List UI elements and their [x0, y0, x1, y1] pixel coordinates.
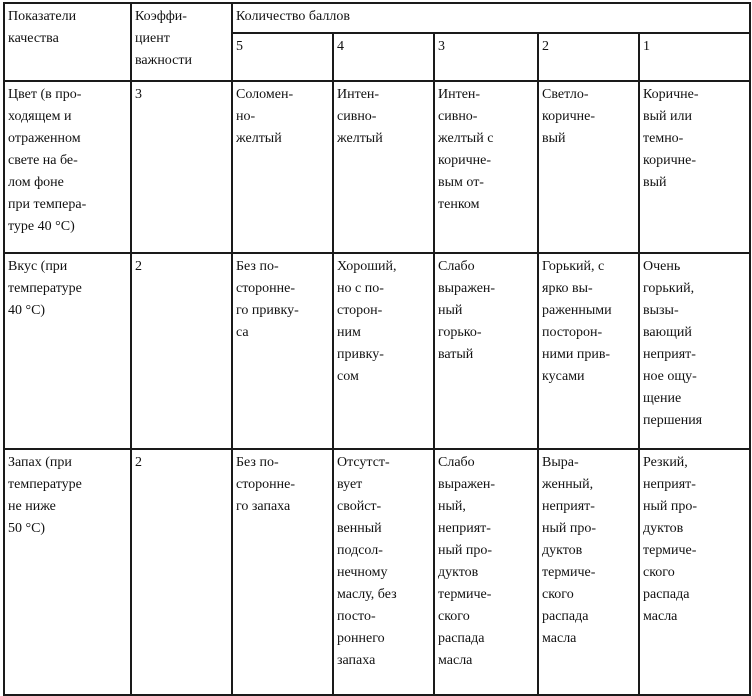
row-coefficient: 3: [131, 81, 232, 253]
table-cell: Интен- сивно- желтый: [333, 81, 434, 253]
table-cell: Горький, с ярко вы- раженными посторон- ними прив- кусами: [538, 253, 639, 449]
table-cell: Слабо выражен- ный, неприят- ный про- дуктов термиче- ского распада масла: [434, 449, 538, 695]
quality-table: [3, 2, 751, 696]
header-points-4: 4: [333, 33, 434, 81]
table-row-taste: [4, 253, 750, 449]
table-cell: Очень горький, вызы- вающий неприят- ное ощу- щение першения: [639, 253, 750, 449]
row-coefficient: 2: [131, 253, 232, 449]
header-points-2: 2: [538, 33, 639, 81]
table-cell: Соломен- но- желтый: [232, 81, 333, 253]
table-row-smell: [4, 449, 750, 695]
table-cell: Без по- стороннe- го привку- са: [232, 253, 333, 449]
row-indicator: Запах (при температуре не ниже 50 °С): [4, 449, 131, 695]
table-cell: Светло- коричне- вый: [538, 81, 639, 253]
header-indicator: Показатели качества: [4, 3, 131, 81]
row-coefficient: 2: [131, 449, 232, 695]
table-cell: Интен- сивно- желтый с коричне- вым от- тенком: [434, 81, 538, 253]
header-points-5: 5: [232, 33, 333, 81]
table-cell: Коричне- вый или темно- коричне- вый: [639, 81, 750, 253]
table-cell: Резкий, неприят- ный про- дуктов термиче- ского распада масла: [639, 449, 750, 695]
row-indicator: Вкус (при температуре 40 °С): [4, 253, 131, 449]
table-row-color: [4, 81, 750, 253]
header-points-1: 1: [639, 33, 750, 81]
header-coefficient: Коэффи- циент важности: [131, 3, 232, 81]
table-cell: Слабо выражен- ный горько- ватый: [434, 253, 538, 449]
table-cell: Отсутст- вует свойст- венный подсол- нечному маслу, без посто- роннего запаха: [333, 449, 434, 695]
table-cell: Выра- женный, неприят- ный про- дуктов термиче- ского распада масла: [538, 449, 639, 695]
header-points-group: Количество баллов: [232, 3, 750, 33]
table-cell: Хороший, но с по- сторон- ним привку- сом: [333, 253, 434, 449]
row-indicator: Цвет (в про- ходящем и отраженном свете на бе- лом фоне при темпера- туре 40 °С): [4, 81, 131, 253]
header-points-3: 3: [434, 33, 538, 81]
header-row-top: [4, 3, 750, 33]
table-cell: Без по- стороннe- го запаха: [232, 449, 333, 695]
